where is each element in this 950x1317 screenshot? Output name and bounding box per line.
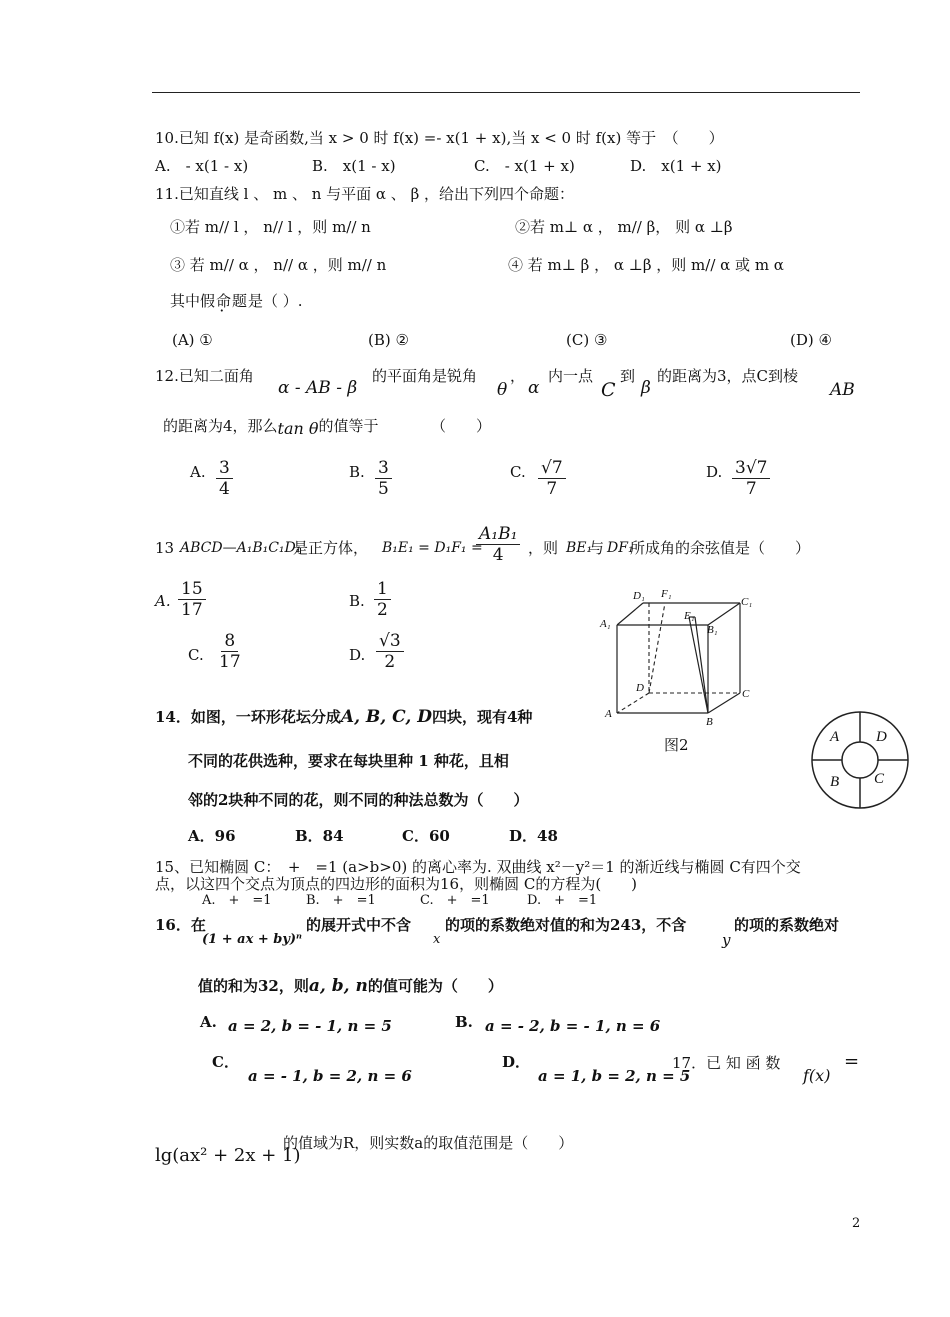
cube-label-b: B [706, 716, 713, 728]
q14-line3: 邻的2块种不同的花，则不同的种法总数为（ ） [188, 791, 529, 809]
q11-option-a: (A) ① [172, 331, 213, 349]
q10-option-a: A. - x(1 - x) [155, 157, 249, 175]
q10-option-d: D. x(1 + x) [630, 157, 722, 175]
cube-label-f1: F₁ [661, 588, 672, 600]
q11-question [170, 291, 303, 311]
q12-option-a-label: A. [190, 463, 206, 481]
q10-option-b: B. x(1 - x) [312, 157, 396, 175]
q14-line2: 不同的花供选种，要求在每块里种 1 种花，且相 [188, 752, 509, 770]
q12-s4: θ [497, 380, 508, 400]
q11-ask-pre: 其中 [170, 292, 201, 310]
q16-s1: 16．在 [155, 916, 206, 934]
q12-option-b [375, 458, 392, 499]
q16-s2: 的展开式中不含 [306, 916, 412, 934]
q16-expr: (1 + ax + by)ⁿ [202, 932, 303, 947]
q13-option-b [374, 579, 391, 620]
q13-s6: BE₁ [566, 540, 593, 556]
q16-l2-pre: 值的和为32，则 [198, 977, 309, 995]
q13-f-den: 4 [492, 545, 504, 565]
q16-s4: 的项的系数绝对 [734, 916, 840, 934]
q14-line1 [155, 707, 532, 727]
q12-d-den: 7 [745, 479, 757, 499]
q17-expr: lg(ax² + 2x + 1) [155, 1145, 301, 1166]
q11-ask-dotted: 假命题 [200, 292, 249, 310]
q13-option-c [216, 631, 244, 672]
q11-prop-3: ③ 若 m// α ， n// α ，则 m// n [170, 256, 387, 274]
q14-l1-pre: 14．如图，一环形花坛分成 [155, 708, 341, 726]
q12-s6: α [528, 378, 540, 398]
q12-b-num: 3 [375, 458, 392, 479]
q13-d-den: 2 [384, 652, 396, 672]
q12-s9: 到 [620, 367, 636, 385]
ring-label-a: A [830, 729, 840, 745]
q13-option-a-label: A. [155, 592, 171, 610]
q13-a-den: 17 [181, 600, 203, 620]
ring-label-b: B [830, 774, 840, 790]
q13-s3: 是正方体， [293, 539, 369, 557]
cube-label-d1: D₁ [633, 590, 645, 602]
q13-option-d [376, 631, 404, 672]
q14-option-a: A．96 [188, 827, 236, 845]
q13-fraction [476, 524, 520, 565]
q13-s8: DF₁ [607, 540, 634, 556]
q13-c-den: 17 [219, 652, 241, 672]
q13-option-d-label: D. [349, 646, 366, 664]
q12-c-den: 7 [546, 479, 558, 499]
q15-option-c: C. + =1 [420, 893, 490, 908]
q12-c-num: √7 [538, 458, 566, 479]
q13-b-num: 1 [374, 579, 391, 600]
page-number: 2 [852, 1216, 861, 1231]
cube-figure [595, 585, 765, 730]
q13-s9: 所成角的余弦值是（ ） [630, 539, 811, 557]
q15-line1: 15、已知椭圆 C： + =1 (a>b>0) 的离心率为. 双曲线 x²－y²＝1 的渐近线与椭圆 C有四个交 [155, 858, 801, 876]
q12-s3: 的平面角是锐角 [372, 367, 478, 385]
q12-line2-tan: tan θ [277, 419, 319, 438]
q16-option-d: a = 1, b = 2, n = 5 [538, 1067, 691, 1085]
q10-option-c: C. - x(1 + x) [474, 157, 575, 175]
q12-s2: α - AB - β [278, 378, 358, 398]
q16-s3: 的项的系数绝对值的和为243，不含 [445, 916, 687, 934]
q13-b-den: 2 [377, 600, 388, 620]
q15-option-b: B. + =1 [306, 893, 376, 908]
q17-s2: 的值域为R，则实数a的取值范围是（ ） [283, 1134, 574, 1152]
q16-option-a: a = 2, b = - 1, n = 5 [228, 1017, 392, 1035]
cube-label-a: A [605, 708, 612, 720]
q13-option-b-label: B. [349, 592, 365, 610]
q12-a-num: 3 [216, 458, 233, 479]
q12-s1: 12.已知二面角 [155, 367, 254, 385]
q12-option-d [732, 458, 770, 499]
q12-line2-pre: 的距离为4，那么 [163, 417, 278, 435]
cube-label-b1: B₁ [707, 624, 718, 636]
q13-s5: ，则 [528, 539, 559, 557]
q15-option-a: A. + =1 [202, 893, 272, 908]
q16-l2-post: 的值可能为（ ） [367, 977, 503, 995]
q12-s11: 的距离为3，点C到棱 [657, 367, 799, 385]
q17-s1: 17．已 知 函 数 [672, 1054, 781, 1072]
q12-line2-post: 的值等于 （ ） [318, 417, 492, 435]
q15-line2: 点，以这四个交点为顶点的四边形的面积为16，则椭圆 C的方程为( ) [155, 875, 638, 893]
q16-y: y [722, 931, 731, 949]
cube-label-e1: E₁ [684, 610, 695, 622]
q16-option-a-label: A. [200, 1013, 217, 1031]
q12-s8: C [601, 379, 616, 401]
q13-c-num: 8 [221, 631, 238, 652]
cube-caption: 图2 [664, 736, 689, 754]
q14-option-b: B．84 [295, 827, 344, 845]
q16-option-c-label: C． [212, 1053, 239, 1071]
q12-s5: ， [510, 367, 526, 385]
q11-option-d: (D) ④ [790, 331, 832, 349]
q11-option-b: (B) ② [368, 331, 409, 349]
q13-a-num: 15 [178, 579, 206, 600]
cube-label-c: C [742, 688, 750, 700]
q12-option-b-label: B. [349, 463, 365, 481]
q13-s4: B₁E₁ = D₁F₁ = [382, 540, 483, 556]
q11-prop-2: ②若 m⊥ α ， m// β， 则 α ⊥β [515, 218, 733, 236]
q11-option-c: (C) ③ [566, 331, 608, 349]
q16-option-c: a = - 1, b = 2, n = 6 [248, 1067, 412, 1085]
ring-figure [808, 708, 912, 812]
q14-option-c: C．60 [402, 827, 450, 845]
q12-option-c [538, 458, 566, 499]
q13-f-num: A₁B₁ [476, 524, 520, 545]
q12-s7: 内一点 [548, 367, 594, 385]
q13-s1: 13 [155, 539, 175, 557]
q16-option-b-label: B. [455, 1013, 473, 1031]
q13-option-c-label: C. [188, 646, 204, 664]
ring-label-d: D [876, 729, 887, 745]
q17-fx: f(x) [803, 1066, 831, 1085]
cube-label-a1: A₁ [600, 618, 611, 630]
q12-option-a [216, 458, 233, 499]
q11-prop-4: ④ 若 m⊥ β ， α ⊥β ，则 m// α 或 m α [508, 256, 784, 274]
q13-s2: ABCD—A₁B₁C₁D₁ [180, 540, 302, 556]
q12-option-c-label: C. [510, 463, 526, 481]
q12-option-d-label: D. [706, 463, 723, 481]
q16-option-b: a = - 2, b = - 1, n = 6 [485, 1017, 661, 1035]
q12-a-den: 4 [219, 479, 230, 499]
q13-s7: 与 [589, 539, 605, 557]
q14-l1-post: 四块，现有4种 [431, 708, 533, 726]
q11-stem: 11.已知直线 l 、 m 、 n 与平面 α 、 β ，给出下列四个命题： [155, 185, 575, 203]
q13-option-a [178, 579, 206, 620]
q14-option-d: D．48 [509, 827, 558, 845]
q15-option-d: D. + =1 [527, 893, 598, 908]
q12-s12: AB [830, 380, 855, 400]
q16-x: x [433, 932, 441, 947]
cube-label-c1: C₁ [741, 596, 753, 608]
cube-label-d: D [636, 682, 644, 694]
q13-d-num: √3 [376, 631, 404, 652]
q11-ask-post: 是（ ）. [248, 292, 303, 310]
q12-line2 [163, 416, 491, 436]
q10-stem: 10.已知 f(x) 是奇函数,当 x > 0 时 f(x) =- x(1 + x),当 x < 0 时 f(x) 等于 （ ） [155, 129, 724, 147]
q16-line2 [198, 976, 503, 996]
q12-b-den: 5 [378, 479, 389, 499]
q14-l1-vars: A, B, C, D [340, 707, 432, 727]
ring-label-c: C [874, 771, 885, 787]
q11-prop-1: ①若 m// l ， n// l ，则 m// n [170, 218, 371, 236]
q12-s10: β [641, 378, 651, 398]
header-rule [152, 92, 860, 93]
q16-l2-vars: a, b, n [308, 976, 368, 996]
q12-d-num: 3√7 [732, 458, 770, 479]
q16-option-d-label: D． [502, 1053, 531, 1071]
q17-eq: = [844, 1051, 860, 1072]
